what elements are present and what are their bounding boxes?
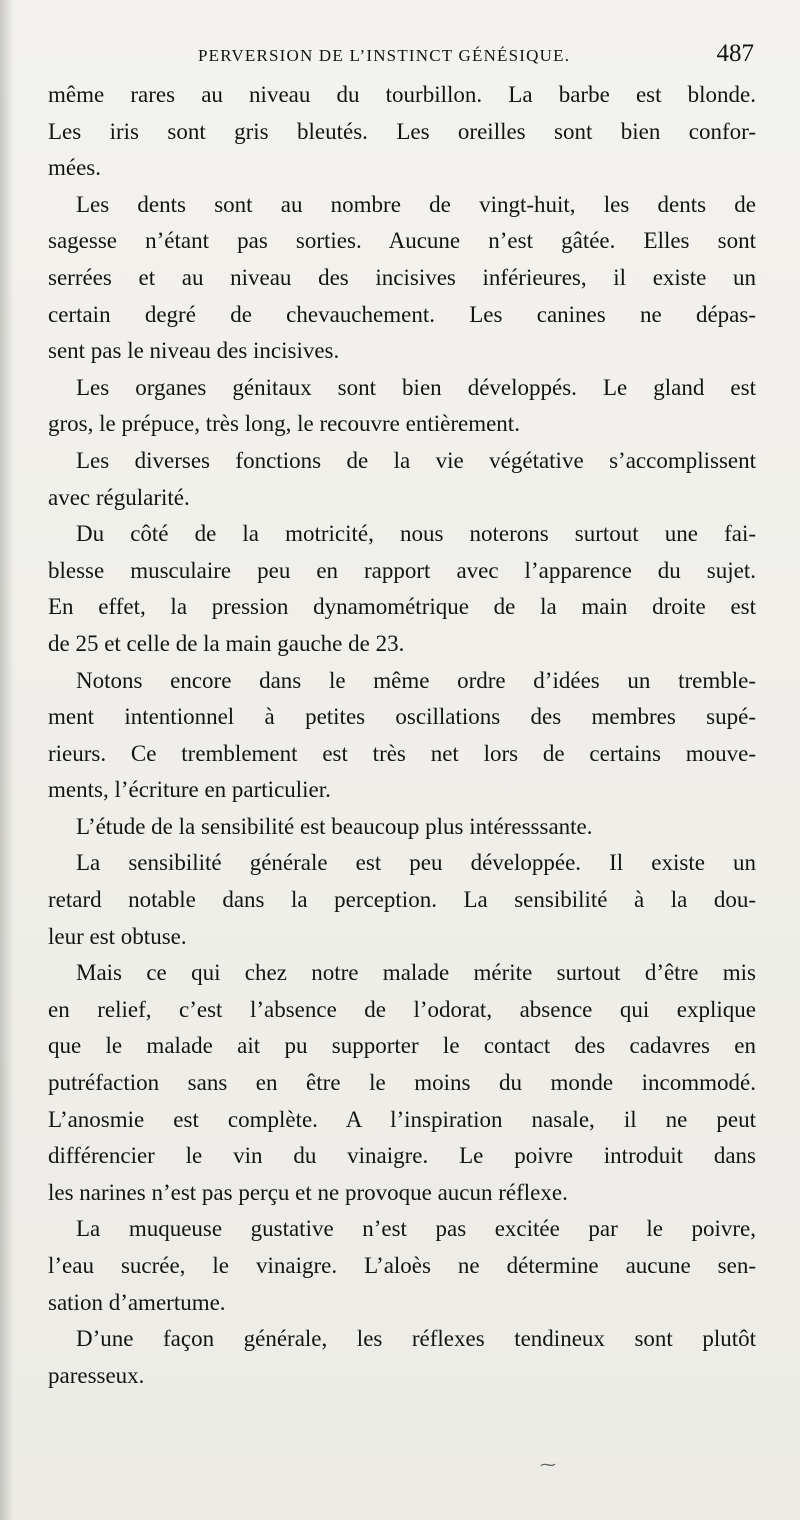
text-line: sent pas le niveau des incisives. <box>48 338 340 364</box>
text-line: même rares au niveau du tourbillon. La barbe est blonde. <box>48 82 756 107</box>
printer-mark: ⁓ <box>540 1455 556 1474</box>
running-title: PERVERSION DE L’INSTINCT GÉNÉSIQUE. <box>198 46 571 65</box>
text-line: Du côté de la motricité, nous noterons surtout une fai- <box>76 521 756 547</box>
text-line: Mais ce qui chez notre malade mérite surtout d’être mis <box>76 960 756 986</box>
text-line: La sensibilité générale est peu développée. Il existe un <box>76 850 756 876</box>
text-line: Les dents sont au nombre de vingt-huit, les dents de <box>76 191 756 217</box>
text-line: D’une façon générale, les réflexes tendineux sont plutôt <box>76 1326 756 1352</box>
text-line: ment intentionnel à petites oscillations des membres supé- <box>48 704 756 730</box>
text-line: blesse musculaire peu en rapport avec l’apparence du sujet. <box>48 557 756 583</box>
text-line: Les organes génitaux sont bien développés. Le gland est <box>76 374 756 400</box>
text-line: que le malade ait pu supporter le contact des cadavres en <box>48 1033 756 1059</box>
text-line: les narines n’est pas perçu et ne provoque aucun réflexe. <box>48 1179 568 1205</box>
text-line: La muqueuse gustative n’est pas excitée par le poivre, <box>76 1216 756 1242</box>
text-line: en relief, c’est l’absence de l’odorat, absence qui explique <box>48 996 756 1022</box>
text-line: L’anosmie est complète. A l’inspiration nasale, il ne peut <box>48 1106 756 1132</box>
text-line: mées. <box>48 155 102 181</box>
text-line: avec régularité. <box>48 484 190 510</box>
running-header <box>48 40 754 70</box>
body-text <box>48 77 756 1394</box>
text-line: leur est obtuse. <box>48 923 187 949</box>
text-line: de 25 et celle de la main gauche de 23. <box>48 630 405 656</box>
text-line: certain degré de chevauchement. Les canines ne dépas- <box>48 301 756 327</box>
text-line: L’étude de la sensibilité est beaucoup plus intéresssante. <box>76 813 593 839</box>
text-line: En effet, la pression dynamométrique de la main droite est <box>48 594 756 620</box>
text-line: paresseux. <box>48 1362 145 1388</box>
text-line: serrées et au niveau des incisives inférieures, il existe un <box>48 264 756 290</box>
page-gutter-shadow <box>0 0 14 1520</box>
text-line: sagesse n’étant pas sorties. Aucune n’est gâtée. Elles sont <box>48 228 756 254</box>
page-number: 487 <box>716 40 754 67</box>
text-line: différencier le vin du vinaigre. Le poivre introduit dans <box>48 1143 756 1169</box>
text-line: sation d’amertume. <box>48 1289 226 1315</box>
text-line: Les iris sont gris bleutés. Les oreilles sont bien confor- <box>48 118 756 144</box>
text-line: l’eau sucrée, le vinaigre. L’aloès ne détermine aucune sen- <box>48 1253 756 1278</box>
text-line: retard notable dans la perception. La sensibilité à la dou- <box>48 887 756 913</box>
text-line: rieurs. Ce tremblement est très net lors de certains mouve- <box>48 740 756 766</box>
text-line: putréfaction sans en être le moins du monde incommodé. <box>48 1070 756 1096</box>
text-line: Les diverses fonctions de la vie végétative s’accomplissent <box>76 447 756 473</box>
text-line: Notons encore dans le même ordre d’idées un tremble- <box>76 667 756 693</box>
text-line: ments, l’écriture en particulier. <box>48 777 331 803</box>
text-line: gros, le prépuce, très long, le recouvre entièrement. <box>48 411 520 437</box>
